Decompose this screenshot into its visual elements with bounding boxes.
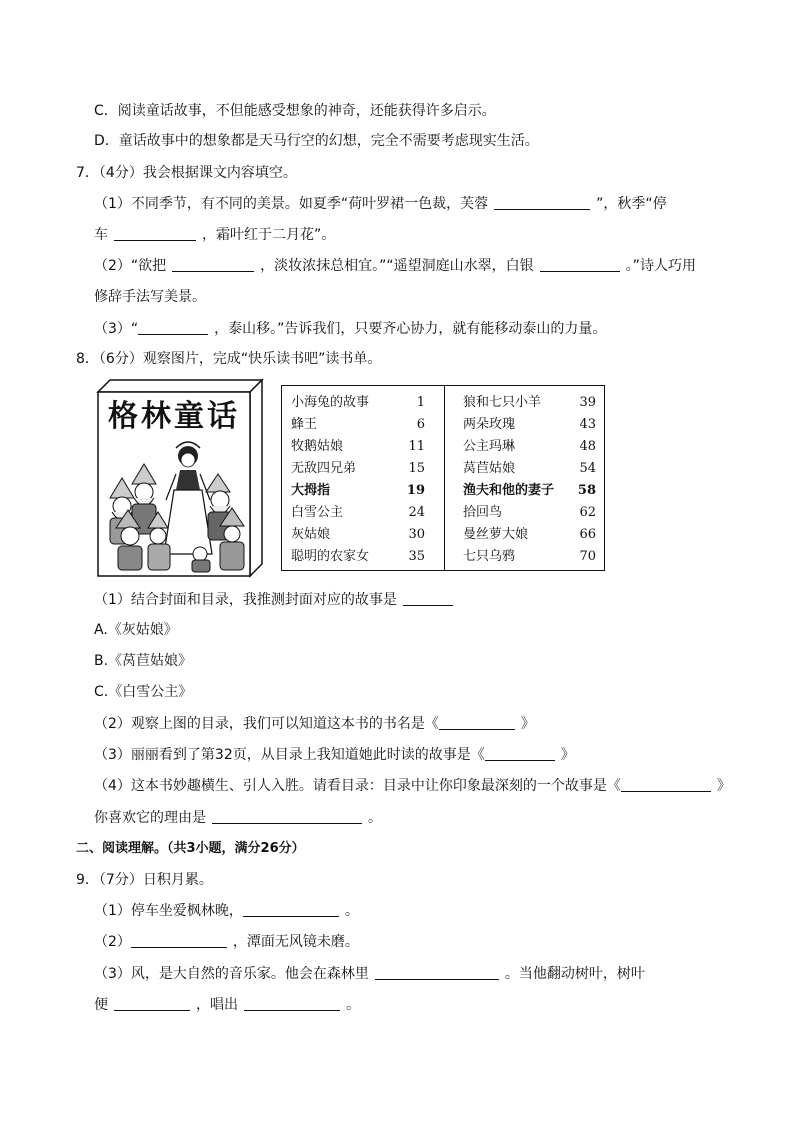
question-7-2-line2: 修辞手法写美景。 (94, 289, 206, 305)
toc-entry-page: 19 (406, 483, 425, 498)
toc-entry-page: 35 (408, 549, 425, 564)
toc-entry-title: 灰姑娘 (291, 527, 331, 542)
option-c[interactable]: C.《白雪公主》 (94, 684, 193, 700)
blank[interactable] (621, 777, 711, 792)
toc-entry-title: 小海兔的故事 (291, 395, 370, 410)
toc-entry-title: 两朵玫瑰 (463, 417, 516, 432)
toc-entry-title: 牧鹅姑娘 (291, 439, 344, 454)
text: （1）结合封面和目录，我推测封面对应的故事是 (94, 592, 397, 608)
question-7-title: 7．（4分）我会根据课文内容填空。 (76, 165, 297, 181)
text: （1）不同季节，有不同的美景。如夏季“荷叶罗裙一色裁，芙蓉 (94, 196, 489, 212)
text: （2）观察上图的目录，我们可以知道这本书的书名是《 (94, 716, 439, 732)
question-7-1-line2 (94, 225, 335, 245)
blank[interactable] (243, 902, 339, 917)
blank[interactable] (114, 226, 196, 241)
blank[interactable] (244, 996, 340, 1011)
text: ，淡妆浓抹总相宜。”“遥望洞庭山水翠，白银 (260, 258, 534, 274)
blank[interactable] (172, 257, 254, 272)
text: ，霜叶红于二月花”。 (202, 227, 336, 243)
question-9-3-line1 (94, 964, 645, 984)
question-7-1-line1 (94, 194, 667, 214)
blank[interactable] (540, 257, 620, 272)
text: （3）丽丽看到了第32页，从目录上我知道她此时读的故事是《 (94, 747, 485, 763)
toc-entry-page: 1 (416, 395, 425, 410)
book-cover-illustration (96, 378, 264, 578)
option-a[interactable]: A.《灰姑娘》 (94, 622, 178, 638)
text: 。 (368, 810, 382, 826)
text: 。当他翻动树叶，树叶 (504, 966, 645, 982)
text: （1）停车坐爱枫林晚， (94, 903, 243, 919)
text: （4）这本书妙趣横生、引人入胜。请看目录：目录中让你印象最深刻的一个故事是《 (94, 778, 621, 794)
toc-divider (444, 386, 445, 570)
blank[interactable] (494, 195, 590, 210)
question-9-1 (94, 901, 359, 921)
toc-entry-title: 聪明的农家女 (291, 549, 370, 564)
toc-entry-title: 曼丝萝大娘 (463, 527, 529, 542)
question-9-3-line2 (94, 995, 360, 1015)
blank[interactable] (485, 746, 555, 761)
toc-entry-page: 6 (416, 417, 425, 432)
question-9-title: 9．（7分）日积月累。 (76, 872, 213, 888)
toc-entry-title: 狼和七只小羊 (463, 395, 542, 410)
option-d-text: D．童话故事中的想象都是天马行空的幻想，完全不需要考虑现实生活。 (94, 133, 539, 149)
toc-entry-page: 24 (408, 505, 425, 520)
text: ”，秋季“停 (596, 196, 667, 212)
text: 便 (94, 997, 108, 1013)
book-cover-title: 格林童话 (108, 399, 240, 434)
toc-entry-title: 白雪公主 (291, 505, 344, 520)
option-c-text: C．阅读童话故事，不但能感受想象的神奇，还能获得许多启示。 (94, 103, 496, 119)
text: ，唱出 (196, 997, 238, 1013)
text: 。”诗人巧用 (625, 258, 696, 274)
text: （3）风，是大自然的音乐家。他会在森林里 (94, 966, 369, 982)
text: 》 (560, 747, 575, 763)
toc-entry-title: 七只乌鸦 (463, 549, 516, 564)
question-8-title: 8．（6分）观察图片，完成“快乐读书吧”读书单。 (76, 351, 382, 367)
text: 。 (344, 903, 359, 919)
question-9-2 (94, 932, 359, 952)
toc-entry-page: 11 (408, 439, 425, 454)
question-8-1 (94, 590, 459, 610)
toc-entry-page: 15 (408, 461, 425, 476)
toc-entry-page: 70 (579, 549, 596, 564)
option-b[interactable]: B.《莴苣姑娘》 (94, 653, 193, 669)
toc-entry-title: 公主玛琳 (463, 439, 516, 454)
blank[interactable] (212, 809, 362, 824)
section-2-heading: 二、阅读理解。（共3小题，满分26分） (76, 841, 305, 856)
toc-entry-title: 蜂王 (291, 417, 318, 432)
question-7-2-line1 (94, 256, 696, 276)
text: ，潭面无风镜未磨。 (232, 934, 359, 950)
toc-entry-page: 62 (579, 505, 596, 520)
question-8-4-line1 (94, 776, 731, 796)
toc-entry-page: 43 (579, 417, 596, 432)
toc-entry-title: 拾回鸟 (463, 505, 503, 520)
toc-entry-page: 39 (579, 395, 596, 410)
table-of-contents (281, 385, 605, 571)
toc-entry-page: 30 (408, 527, 425, 542)
toc-entry-page: 66 (579, 527, 596, 542)
text: 》 (520, 716, 535, 732)
toc-entry-title: 渔夫和他的妻子 (463, 483, 555, 498)
text: （2） (94, 934, 131, 950)
blank[interactable] (114, 996, 190, 1011)
toc-entry-title: 莴苣姑娘 (463, 461, 516, 476)
question-8-3 (94, 745, 575, 765)
toc-entry-page: 54 (579, 461, 596, 476)
text: 。 (346, 997, 360, 1013)
toc-entry-page: 58 (577, 483, 596, 498)
question-8-2 (94, 714, 535, 734)
blank[interactable] (138, 320, 208, 335)
toc-entry-title: 无敌四兄弟 (291, 461, 357, 476)
blank[interactable] (439, 715, 515, 730)
text: （3）“ (94, 321, 139, 337)
text: ，泰山移。”告诉我们，只要齐心协力，就有能移动泰山的力量。 (214, 321, 607, 337)
toc-entry-page: 48 (579, 439, 596, 454)
blank[interactable] (375, 965, 499, 980)
toc-entry-title: 大拇指 (291, 483, 331, 498)
blank[interactable] (131, 933, 227, 948)
question-7-3 (94, 319, 606, 339)
text: 》 (716, 778, 731, 794)
blank[interactable] (403, 591, 453, 606)
text: 车 (94, 227, 108, 243)
text: 你喜欢它的理由是 (94, 810, 206, 826)
question-8-4-line2 (94, 808, 382, 828)
text: （2）“欲把 (94, 258, 167, 274)
